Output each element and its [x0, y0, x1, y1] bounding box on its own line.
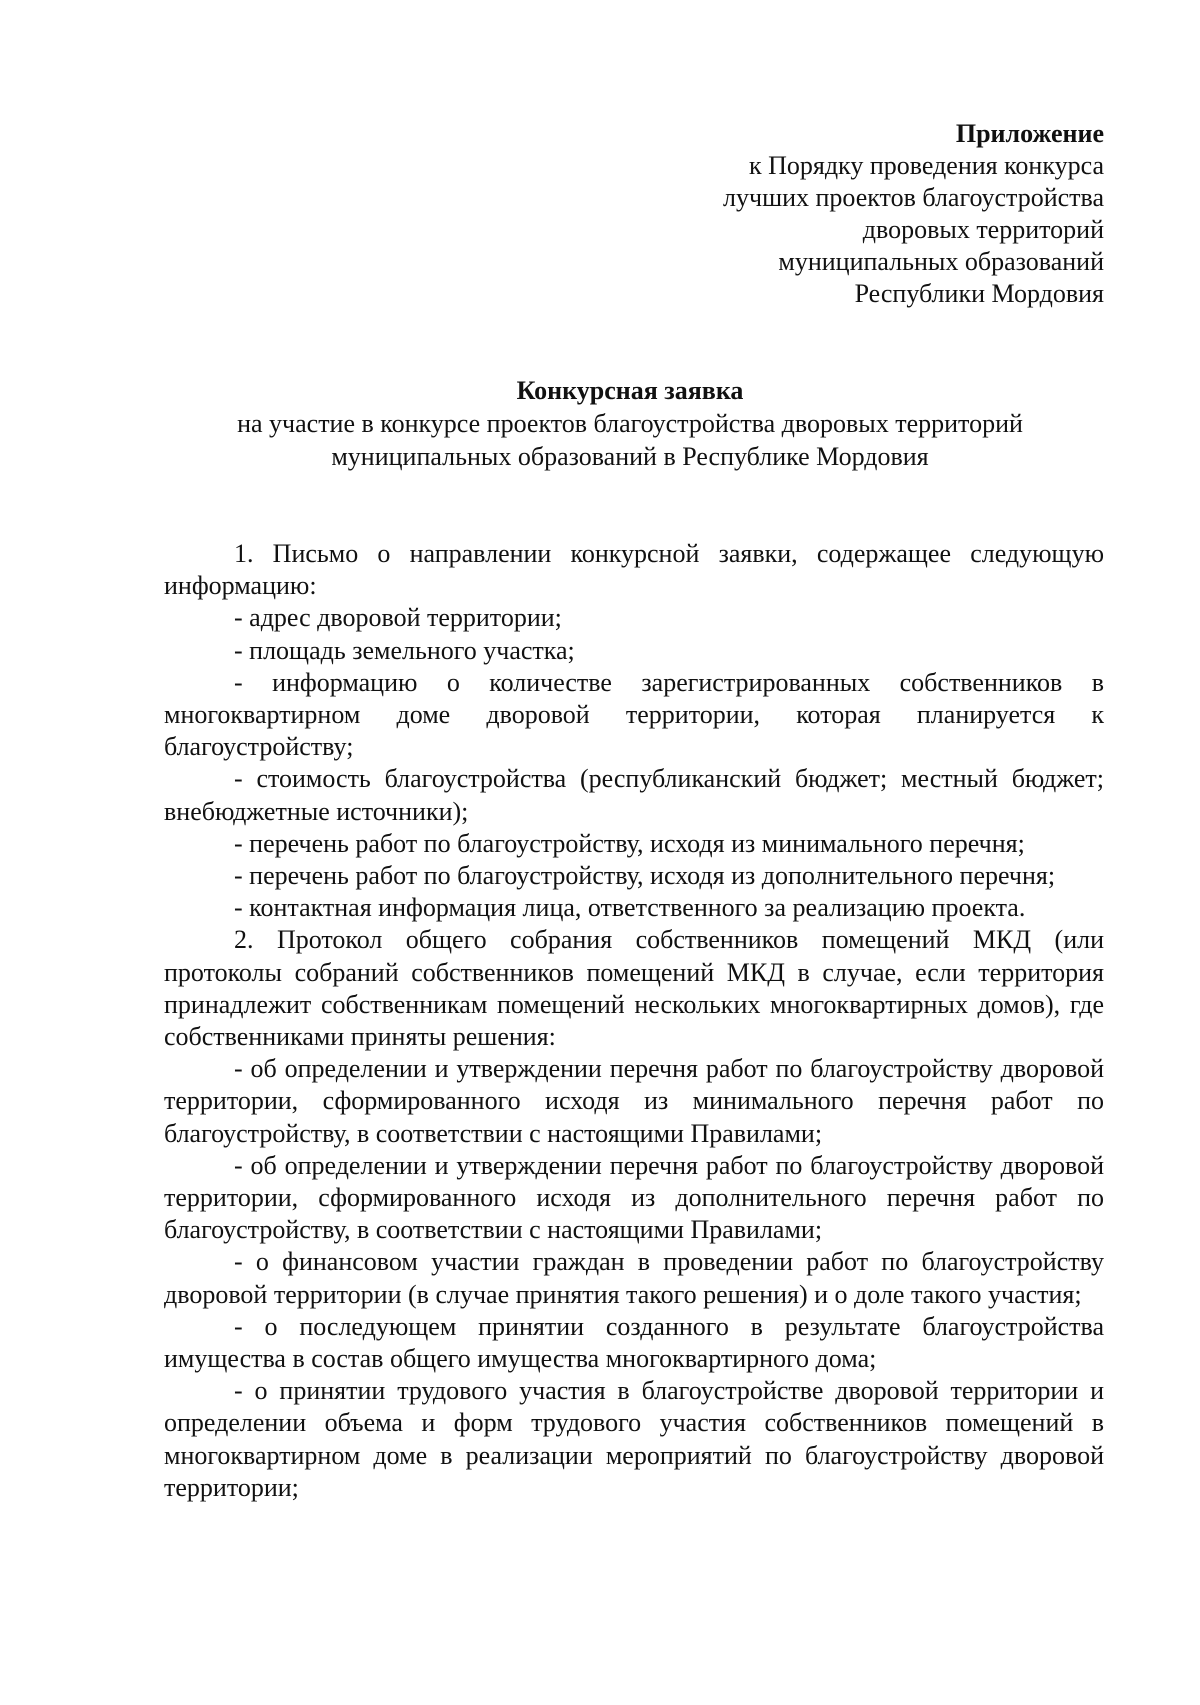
list-item-additional-list-decision: - об определении и утверждении перечня работ по благоустройству дворовой территории, сформированного исходя из дополнительного перечня работ по благоустройству, в соответствии с настоящими Правилами;	[164, 1150, 1104, 1245]
list-item-labor-participation: - о принятии трудового участия в благоустройстве дворовой территории и определении объема и форм трудового участия собственников помещений в многоквартирном доме в реализации мероприятий по благоустройству дворовой территории;	[164, 1376, 1104, 1502]
appendix-line: муниципальных образований	[778, 247, 1104, 276]
list-item-minimal-list-decision: - об определении и утверждении перечня работ по благоустройству дворовой территории, сформированного исходя из минимального перечня работ по благоустройству, в соответствии с настоящими Правилами;	[164, 1054, 1104, 1148]
appendix-title: Приложение	[955, 119, 1104, 148]
list-item-property-acceptance: - о последующем принятии созданного в результате благоустройства имущества в состав общего имущества многоквартирного дома;	[164, 1311, 1104, 1374]
paragraph-1-letter: 1. Письмо о направлении конкурсной заявки, содержащее следующую информацию:	[164, 539, 1104, 601]
list-item-financial-participation: - о финансовом участии граждан в проведении работ по благоустройству дворовой территории (в случае принятия такого решения) и о доле такого участия;	[164, 1247, 1104, 1309]
appendix-line: лучших проектов благоустройства	[723, 183, 1104, 212]
appendix-line: Республики Мордовия	[854, 279, 1104, 308]
document-body	[164, 538, 1104, 1504]
appendix-line: дворовых территорий	[862, 215, 1104, 244]
document-subtitle-line: на участие в конкурсе проектов благоустройства дворовых территорий	[237, 409, 1023, 438]
list-item-cost: - стоимость благоустройства (республиканский бюджет; местный бюджет; внебюджетные источники);	[164, 764, 1104, 826]
document-subtitle-line: муниципальных образований в Республике Мордовия	[331, 442, 929, 471]
document-title: Конкурсная заявка	[516, 376, 744, 405]
appendix-header	[723, 118, 1104, 310]
list-item-minimal-works: - перечень работ по благоустройству, исходя из минимального перечня;	[234, 828, 1025, 858]
paragraph-2-protocol: 2. Протокол общего собрания собственников помещений МКД (или протоколы собраний собственников помещений МКД в случае, если территория принадлежит собственникам помещений нескольких многоквартирных домов), где собственниками приняты решения:	[164, 925, 1104, 1052]
list-item-contact: - контактная информация лица, ответственного за реализацию проекта.	[234, 893, 1026, 923]
appendix-line: к Порядку проведения конкурса	[748, 151, 1104, 180]
list-item-additional-works: - перечень работ по благоустройству, исходя из дополнительного перечня;	[234, 861, 1056, 891]
list-item-address: - адрес дворовой территории;	[234, 603, 562, 633]
document-heading	[140, 374, 1120, 473]
list-item-owners-count: - информацию о количестве зарегистрированных собственников в многоквартирном доме дворовой территории, которая планируется к благоустройству;	[164, 667, 1104, 762]
list-item-area: - площадь земельного участка;	[234, 635, 575, 665]
